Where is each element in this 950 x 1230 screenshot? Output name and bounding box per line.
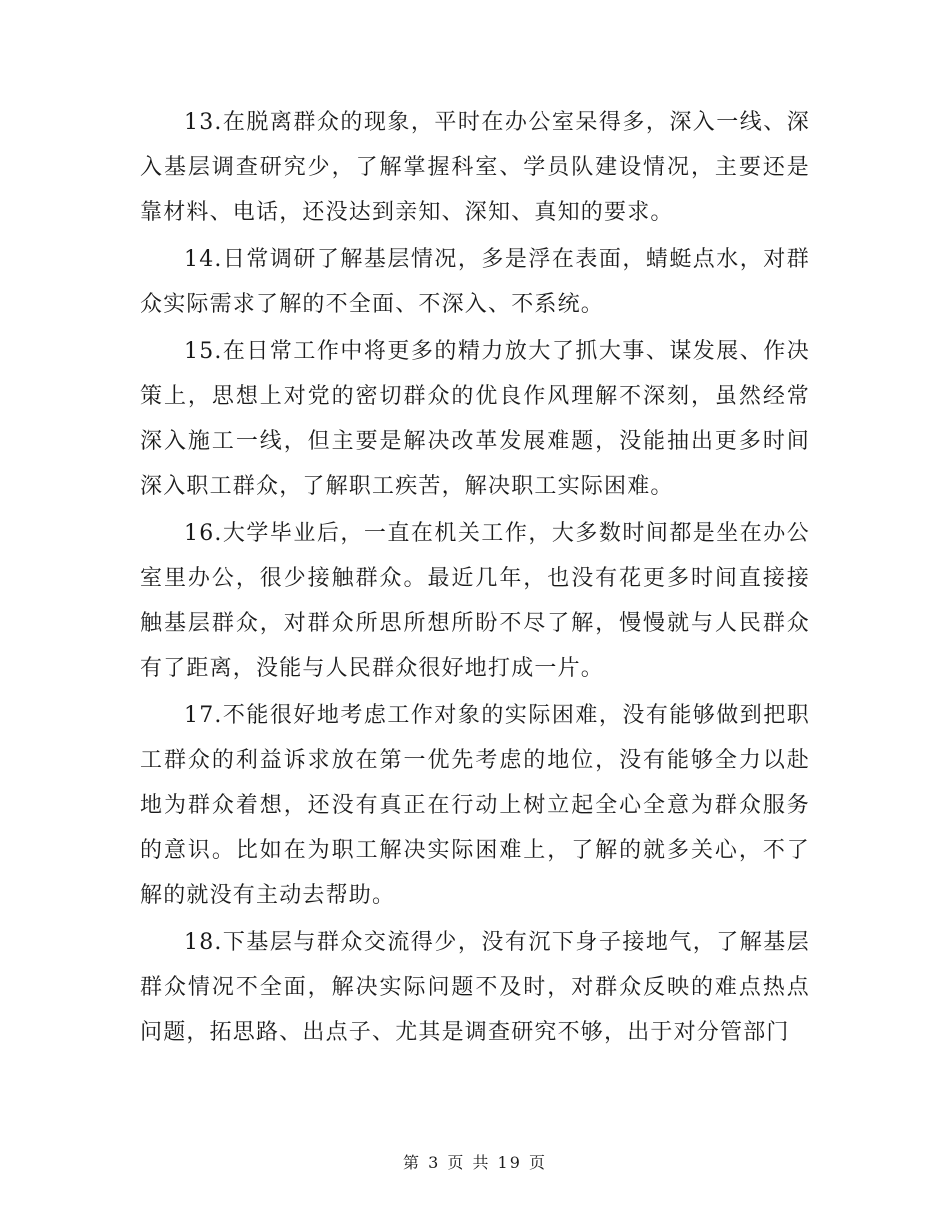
paragraph-16: 16.大学毕业后，一直在机关工作，大多数时间都是坐在办公室里办公，很少接触群众。最近几年，也没有花更多时间直接接触基层群众，对群众所思所想所盼不尽了解，慢慢就与人民群众有了距离，没能与人民群众很好地打成一片。 — [140, 521, 810, 681]
page-number-footer: 第 3 页 共 19 页 — [403, 1153, 547, 1172]
paragraph-13: 13.在脱离群众的现象，平时在办公室呆得多，深入一线、深入基层调查研究少，了解掌握科室、学员队建设情况，主要还是靠材料、电话，还没达到亲知、深知、真知的要求。 — [140, 110, 810, 225]
document-body — [140, 100, 810, 1057]
paragraph-17: 17.不能很好地考虑工作对象的实际困难，没有能够做到把职工群众的利益诉求放在第一优先考虑的地位，没有能够全力以赴地为群众着想，还没有真正在行动上树立起全心全意为群众服务的意识。比如在为职工解决实际困难上，了解的就多关心，不了解的就没有主动去帮助。 — [140, 703, 810, 908]
paragraph-15: 15.在日常工作中将更多的精力放大了抓大事、谋发展、作决策上，思想上对党的密切群众的优良作风理解不深刻，虽然经常深入施工一线，但主要是解决改革发展难题，没能抽出更多时间深入职工群众，了解职工疾苦，解决职工实际困难。 — [140, 339, 810, 499]
paragraph-18: 18.下基层与群众交流得少，没有沉下身子接地气，了解基层群众情况不全面，解决实际问题不及时，对群众反映的难点热点问题，拓思路、出点子、尤其是调查研究不够，出于对分管部门 — [140, 930, 810, 1045]
paragraph-14: 14.日常调研了解基层情况，多是浮在表面，蜻蜓点水，对群众实际需求了解的不全面、不深入、不系统。 — [140, 247, 810, 317]
